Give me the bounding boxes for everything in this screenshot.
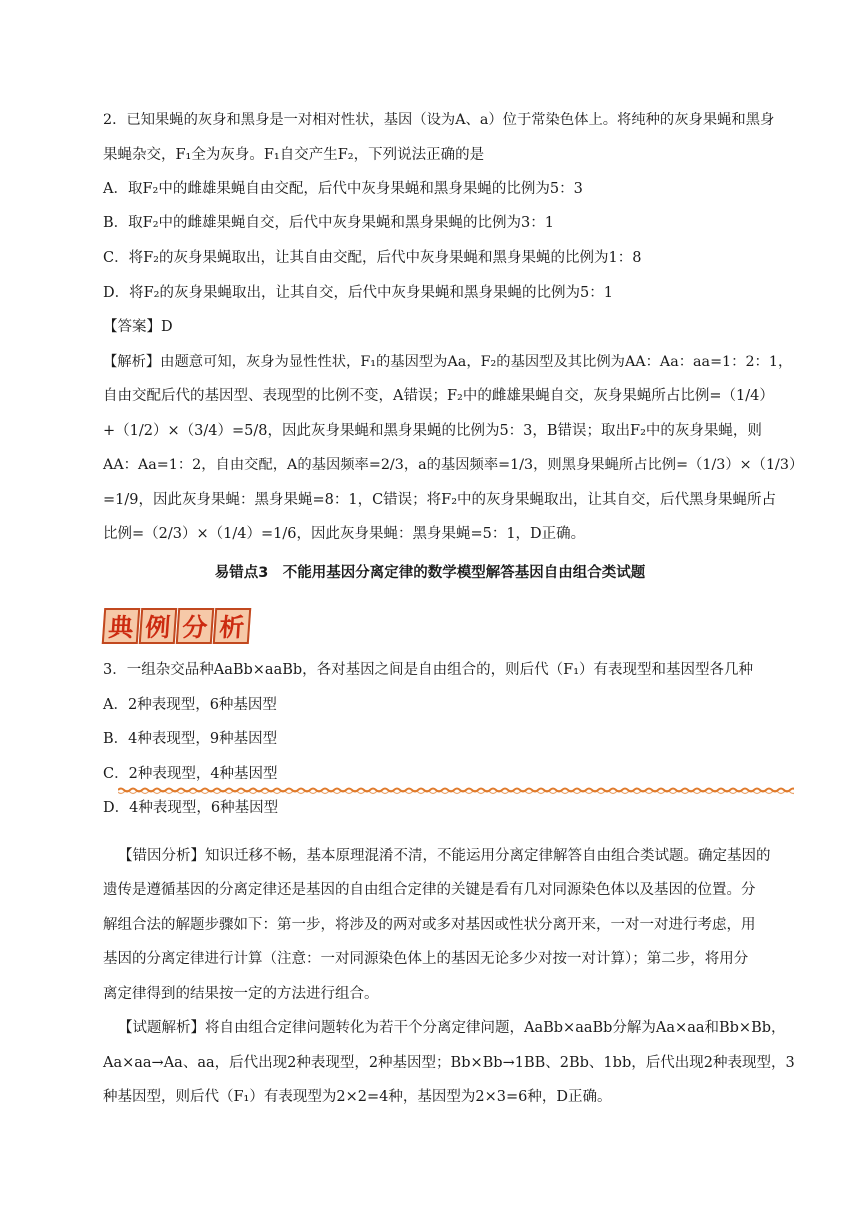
error-analysis-line: 离定律得到的结果按一定的方法进行组合。 bbox=[103, 986, 379, 1002]
banner-char: 典 bbox=[102, 608, 141, 644]
q2-option-a: A．取F₂中的雌雄果蝇自由交配，后代中灰身果蝇和黑身果蝇的比例为5：3 bbox=[103, 181, 583, 197]
q2-stem-line1: 2．已知果蝇的灰身和黑身是一对相对性状，基因（设为A、a）位于常染色体上。将纯种的灰身果蝇和黑身 bbox=[103, 112, 775, 128]
solution-line: Aa×aa→Aa、aa，后代出现2种表现型，2种基因型；Bb×Bb→1BB、2Bb、1bb，后代出现2种表现型，3 bbox=[103, 1055, 795, 1071]
q2-analysis-line: AA：Aa=1：2，自由交配，A的基因频率=2/3，a的基因频率=1/3，则黑身果蝇所占比例=（1/3）×（1/3） bbox=[103, 457, 804, 473]
error-analysis-line: 【错因分析】知识迁移不畅，基本原理混淆不清，不能运用分离定律解答自由组合类试题。确定基因的 bbox=[118, 848, 771, 864]
q2-analysis-line: 比例=（2/3）×（1/4）=1/6，因此灰身果蝇：黑身果蝇=5：1，D正确。 bbox=[103, 526, 586, 542]
q2-option-d: D．将F₂的灰身果蝇取出，让其自交，后代中灰身果蝇和黑身果蝇的比例为5：1 bbox=[103, 285, 613, 301]
error-analysis-line: 遗传是遵循基因的分离定律还是基因的自由组合定律的关键是看有几对同源染色体以及基因的位置。分 bbox=[103, 882, 756, 898]
q3-stem: 3．一组杂交品种AaBb×aaBb，各对基因之间是自由组合的，则后代（F₁）有表现型和基因型各几种 bbox=[103, 662, 754, 678]
q3-option-c: C．2种表现型，4种基因型 bbox=[103, 766, 278, 782]
banner-char: 分 bbox=[176, 608, 215, 644]
q3-option-a: A．2种表现型，6种基因型 bbox=[103, 697, 277, 713]
section-heading: 易错点3 不能用基因分离定律的数学模型解答基因自由组合类试题 bbox=[214, 565, 646, 581]
q2-stem-line2: 果蝇杂交，F₁全为灰身。F₁自交产生F₂，下列说法正确的是 bbox=[103, 147, 485, 163]
solution-line: 【试题解析】将自由组合定律问题转化为若干个分离定律问题，AaBb×aaBb分解为Aa×aa和Bb×Bb， bbox=[118, 1020, 786, 1036]
banner-char: 析 bbox=[213, 608, 252, 644]
error-analysis-line: 解组合法的解题步骤如下：第一步，将涉及的两对或多对基因或性状分离开来，一对一对进行考虑，用 bbox=[103, 917, 756, 933]
q2-analysis-line: 自由交配后代的基因型、表现型的比例不变，A错误；F₂中的雌雄果蝇自交，灰身果蝇所占比例=（1/4） bbox=[103, 388, 774, 404]
q2-analysis-line: =1/9，因此灰身果蝇：黑身果蝇=8：1，C错误；将F₂中的灰身果蝇取出，让其自交，后代黑身果蝇所占 bbox=[103, 492, 777, 508]
q2-analysis-line: 【解析】由题意可知，灰身为显性性状，F₁的基因型为Aa，F₂的基因型及其比例为AA：Aa：aa=1：2：1， bbox=[103, 354, 793, 370]
q2-answer: 【答案】D bbox=[103, 319, 173, 335]
q2-option-c: C．将F₂的灰身果蝇取出，让其自由交配，后代中灰身果蝇和黑身果蝇的比例为1：8 bbox=[103, 250, 642, 266]
q3-option-d: D．4种表现型，6种基因型 bbox=[103, 800, 279, 816]
wave-divider bbox=[118, 784, 794, 796]
example-analysis-banner bbox=[103, 608, 251, 648]
q2-analysis-line: +（1/2）×（3/4）=5/8，因此灰身果蝇和黑身果蝇的比例为5：3，B错误；取出F₂中的灰身果蝇，则 bbox=[103, 423, 762, 439]
q2-option-b: B．取F₂中的雌雄果蝇自交，后代中灰身果蝇和黑身果蝇的比例为3：1 bbox=[103, 215, 554, 231]
q3-option-b: B．4种表现型，9种基因型 bbox=[103, 731, 278, 747]
banner-char: 例 bbox=[139, 608, 178, 644]
error-analysis-line: 基因的分离定律进行计算（注意：一对同源染色体上的基因无论多少对按一对计算）；第二步，将用分 bbox=[103, 951, 749, 967]
solution-line: 种基因型，则后代（F₁）有表现型为2×2=4种，基因型为2×3=6种，D正确。 bbox=[103, 1089, 612, 1105]
